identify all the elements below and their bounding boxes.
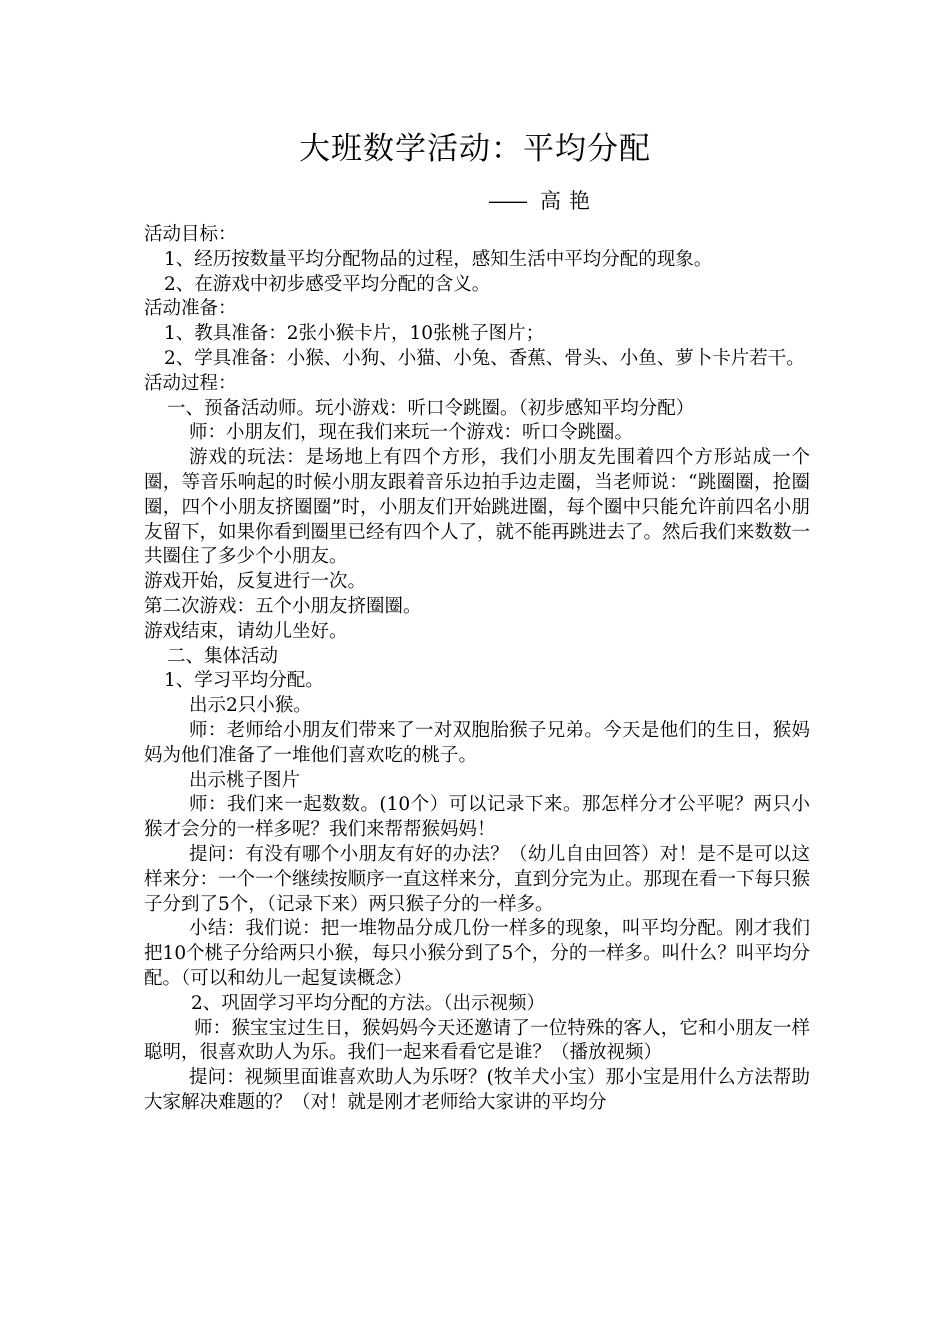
paragraph: 第二次游戏：五个小朋友挤圈圈。 — [144, 595, 422, 617]
paragraph: 游戏的玩法：是场地上有四个方形，我们小朋友先围着四个方形站成一个圈，等音乐响起的时候小朋友跟着音乐边拍手边走圈，当老师说：“跳圈圈，抢圈圈，四个小朋友挤圈圈”时，小朋友们开始跳进圈，每个圈中只能允许前四名小朋友留下，如果你看到圈里已经有四个人了，就不能再跳进去了。然后我们来数数一共圈住了多少个小朋友。 — [144, 447, 811, 568]
paragraph: 提问：有没有哪个小朋友有好的办法？（幼儿自由回答）对！是不是可以这样来分：一个一个继续按顺序一直这样来分，直到分完为止。那现在看一下每只猴子分到了5个，（记录下来）两只猴子分的一样多。 — [144, 843, 811, 915]
author-line — [488, 184, 598, 218]
preparation-item: 2、学具准备：小猴、小狗、小猫、小兔、香蕉、骨头、小鱼、萝卜卡片若干。 — [164, 347, 805, 369]
process-step-heading: 一、预备活动师。玩小游戏：听口令跳圈。（初步感知平均分配） — [167, 397, 695, 419]
paragraph: 提问：视频里面谁喜欢助人为乐呀？(牧羊犬小宝）那小宝是用什么方法帮助大家解决难题的？（对！就是刚才老师给大家讲的平均分 — [144, 1067, 810, 1113]
process-step-heading: 二、集体活动 — [167, 645, 279, 667]
sub-step-heading: 1、学习平均分配。 — [164, 670, 324, 692]
preparation-item: 1、教具准备：2张小猴卡片，10张桃子图片； — [164, 323, 545, 345]
paragraph: 师：我们来一起数数。(10个）可以记录下来。那怎样分才公平呢？两只小猴才会分的一样多呢？我们来帮帮猴妈妈！ — [144, 794, 810, 841]
author-dash: —— — [488, 189, 526, 213]
section-heading-preparation: 活动准备： — [144, 298, 237, 320]
goal-item: 2、在游戏中初步感受平均分配的含义。 — [164, 273, 491, 295]
section-heading-goals: 活动目标： — [144, 224, 237, 245]
document-body — [144, 223, 810, 1116]
paragraph: 师：老师给小朋友们带来了一对双胞胎猴子兄弟。今天是他们的生日，猴妈妈为他们准备了一堆他们喜欢吃的桃子。 — [144, 719, 810, 766]
paragraph: 出示2只小猴。 — [189, 695, 312, 717]
paragraph: 出示桃子图片 — [189, 769, 301, 791]
goal-item: 1、经历按数量平均分配物品的过程，感知生活中平均分配的现象。 — [164, 248, 713, 270]
document-title: 大班数学活动：平均分配 — [299, 131, 651, 167]
author-name: 高艳 — [540, 189, 598, 213]
paragraph: 小结：我们说：把一堆物品分成几份一样多的现象，叫平均分配。刚才我们把10个桃子分给两只小猴，每只小猴分到了5个，分的一样多。叫什么？叫平均分配。（可以和幼儿一起复读概念） — [144, 918, 810, 989]
sub-step-heading: 2、巩固学习平均分配的方法。（出示视频） — [191, 992, 546, 1014]
paragraph: 师：小朋友们，现在我们来玩一个游戏：听口令跳圈。 — [189, 422, 634, 444]
section-heading-process: 活动过程： — [144, 372, 237, 394]
paragraph: 师：猴宝宝过生日，猴妈妈今天还邀请了一位特殊的客人，它和小朋友一样聪明，很喜欢助人为乐。我们一起来看看它是谁？（播放视频） — [144, 1017, 810, 1064]
paragraph: 游戏结束，请幼儿坐好。 — [144, 620, 348, 642]
paragraph: 游戏开始，反复进行一次。 — [144, 571, 367, 593]
